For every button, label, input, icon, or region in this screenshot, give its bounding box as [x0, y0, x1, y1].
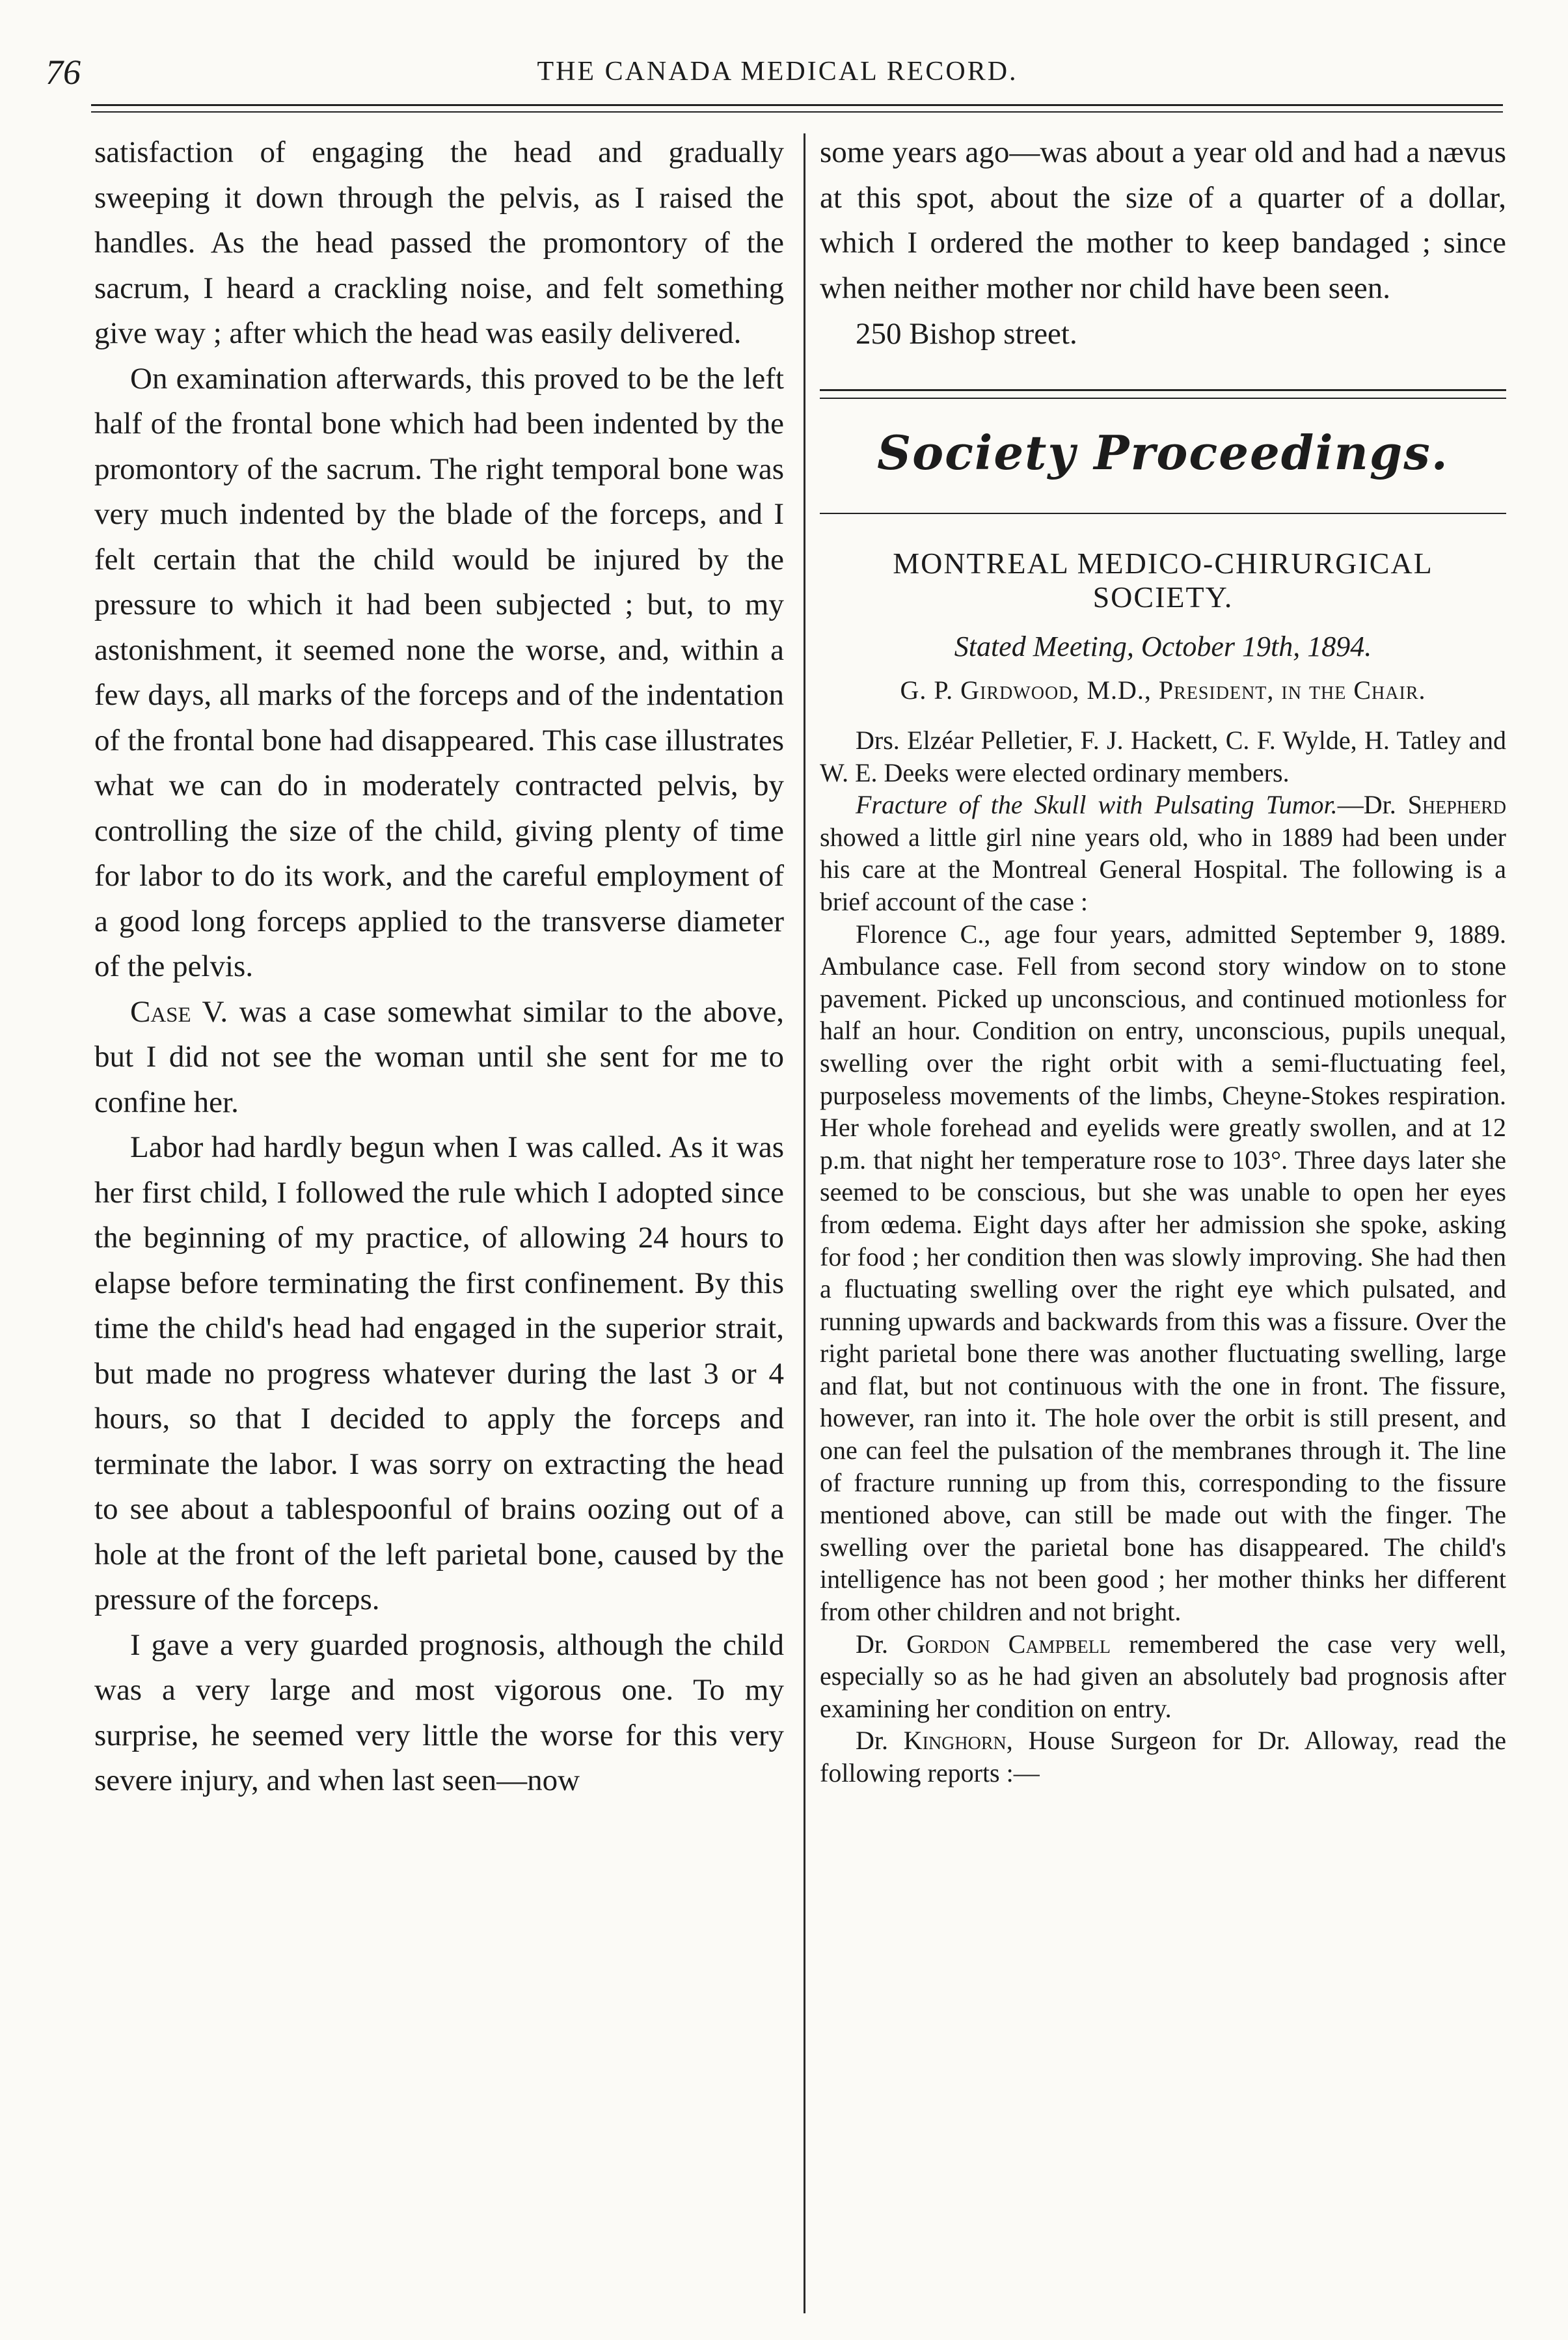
- section-rule-bottom: [820, 513, 1506, 514]
- campbell-text: remembered the case very well, especially so as he had given an absolutely bad prognosis after examining her condition on entry.: [820, 1629, 1506, 1723]
- paragraph-case-five: [94, 990, 784, 1126]
- page-number: 76: [46, 53, 81, 92]
- paragraph-naevus: some years ago—was about a year old and had a nævus at this spot, about the size of a quarter of a dollar, which I ordered the mother to keep bandaged ; since when neither mother nor child have been seen.: [820, 135, 1506, 305]
- kinghorn-name: Kinghorn: [903, 1726, 1007, 1756]
- right-column: [820, 130, 1506, 1789]
- president-suffix: in the Chair.: [1281, 675, 1426, 705]
- fracture-dash: —Dr.: [1337, 790, 1408, 820]
- fracture-title: Fracture of the Skull with Pulsating Tumor.: [856, 790, 1338, 820]
- paragraph-fracture: [820, 789, 1506, 918]
- case-label: Case V.: [130, 994, 228, 1029]
- address-line: 250 Bishop street.: [856, 317, 1077, 351]
- left-column: [94, 130, 784, 1804]
- page-header: [46, 52, 1509, 98]
- president-line: [820, 673, 1506, 707]
- kinghorn-prefix: Dr.: [856, 1726, 904, 1756]
- kinghorn-text: , House Surgeon for Dr. Alloway, read the following reports :—: [820, 1726, 1507, 1788]
- paragraph-kinghorn: [820, 1724, 1506, 1789]
- paragraph-continuation: satisfaction of engaging the head and gradually sweeping it down through the pelvis, as I raised the handles. As the head passed the promontory of the sacrum, I heard a crackling noise, and felt something give way ; after which the head was easily delivered.: [94, 135, 784, 350]
- campbell-name: Gordon Campbell: [906, 1629, 1111, 1659]
- case-text: was a case somewhat similar to the above, but I did not see the woman until she sent for me to confine her.: [94, 994, 784, 1119]
- column-divider: [804, 133, 805, 2313]
- section-heading: Society Proceedings.: [877, 425, 1449, 480]
- paragraph-labor: Labor had hardly begun when I was called. As it was her first child, I followed the rule which I adopted since the beginning of my practice, of allowing 24 hours to elapse before terminating the first confinement. By this time the child's head had engaged in the superior strait, but made no progress whatever during the last 3 or 4 hours, so that I decided to apply the forceps and terminate the labor. I was sorry on extracting the head to see about a tablespoonful of brains oozing out of a hole at the front of the left parietal bone, caused by the pressure of the forceps.: [94, 1130, 784, 1616]
- paragraph-campbell: [820, 1628, 1506, 1725]
- society-title: MONTREAL MEDICO-CHIRURGICAL SOCIETY.: [893, 547, 1433, 614]
- president-name: G. P. Girdwood, M.D., President,: [900, 675, 1275, 705]
- campbell-prefix: Dr.: [856, 1629, 907, 1659]
- meeting-date: Stated Meeting, October 19th, 1894.: [954, 631, 1372, 662]
- paragraph-examination: On examination afterwards, this proved to be the left half of the frontal bone which had been indented by the promontory of the sacrum. The right temporal bone was very much indented by the blade of the forceps, and I felt certain that the child would be injured by the pressure to which it had been subjected ; but, to my astonishment, it seemed none the worse, and, within a few days, all marks of the forceps and of the indentation of the frontal bone had disappeared. This case illustrates what we can do in moderately contracted pelvis, by controlling the size of the child, giving plenty of time for labor to do its work, and the careful employment of a good long forceps applied to the transverse diameter of the pelvis.: [94, 361, 784, 983]
- fracture-text: showed a little girl nine years old, who in 1889 had been under his care at the Montreal General Hospital. The following is a brief account of the case :: [820, 822, 1506, 916]
- section-rule-top: [820, 389, 1506, 399]
- paragraph-prognosis: I gave a very guarded prognosis, although the child was a very large and most vigorous one. To my surprise, he seemed very little the worse for this very severe injury, and when last seen—now: [94, 1627, 784, 1797]
- shepherd-name: Shepherd: [1407, 790, 1507, 820]
- paragraph-members: Drs. Elzéar Pelletier, F. J. Hackett, C. F. Wylde, H. Tatley and W. E. Deeks were elected ordinary members.: [820, 726, 1506, 787]
- header-rule: [91, 104, 1503, 113]
- paragraph-florence: Florence C., age four years, admitted September 9, 1889. Ambulance case. Fell from second story window on to stone pavement. Picked up unconscious, and continued motionless for half an hour. Condition on entry, unconscious, pupils unequal, swelling over the right orbit with a semi-fluctuating feel, purposeless movements of the limbs, Cheyne-Stokes respiration. Her whole forehead and eyelids were greatly swollen, and at 12 p.m. that night her temperature rose to 103°. Three days later she seemed to be conscious, but she was unable to open her eyes from œdema. Eight days after her admission she spoke, asking for food ; her condition then was slowly improving. She had then a fluctuating swelling over the right eye which pulsated, and running upwards and backwards from this was a fissure. Over the right parietal bone there was another fluctuating swelling, large and flat, but not continuous with the one in front. The fissure, however, ran into it. The hole over the orbit is still present, and one can feel the pulsation of the membranes through it. The line of fracture running up from this, corresponding to the fissure mentioned above, can still be made out with the finger. The swelling over the parietal bone has disappeared. The child's intelligence has not been good ; her mother thinks her different from other children and not bright.: [820, 919, 1506, 1627]
- running-title: THE CANADA MEDICAL RECORD.: [537, 57, 1018, 87]
